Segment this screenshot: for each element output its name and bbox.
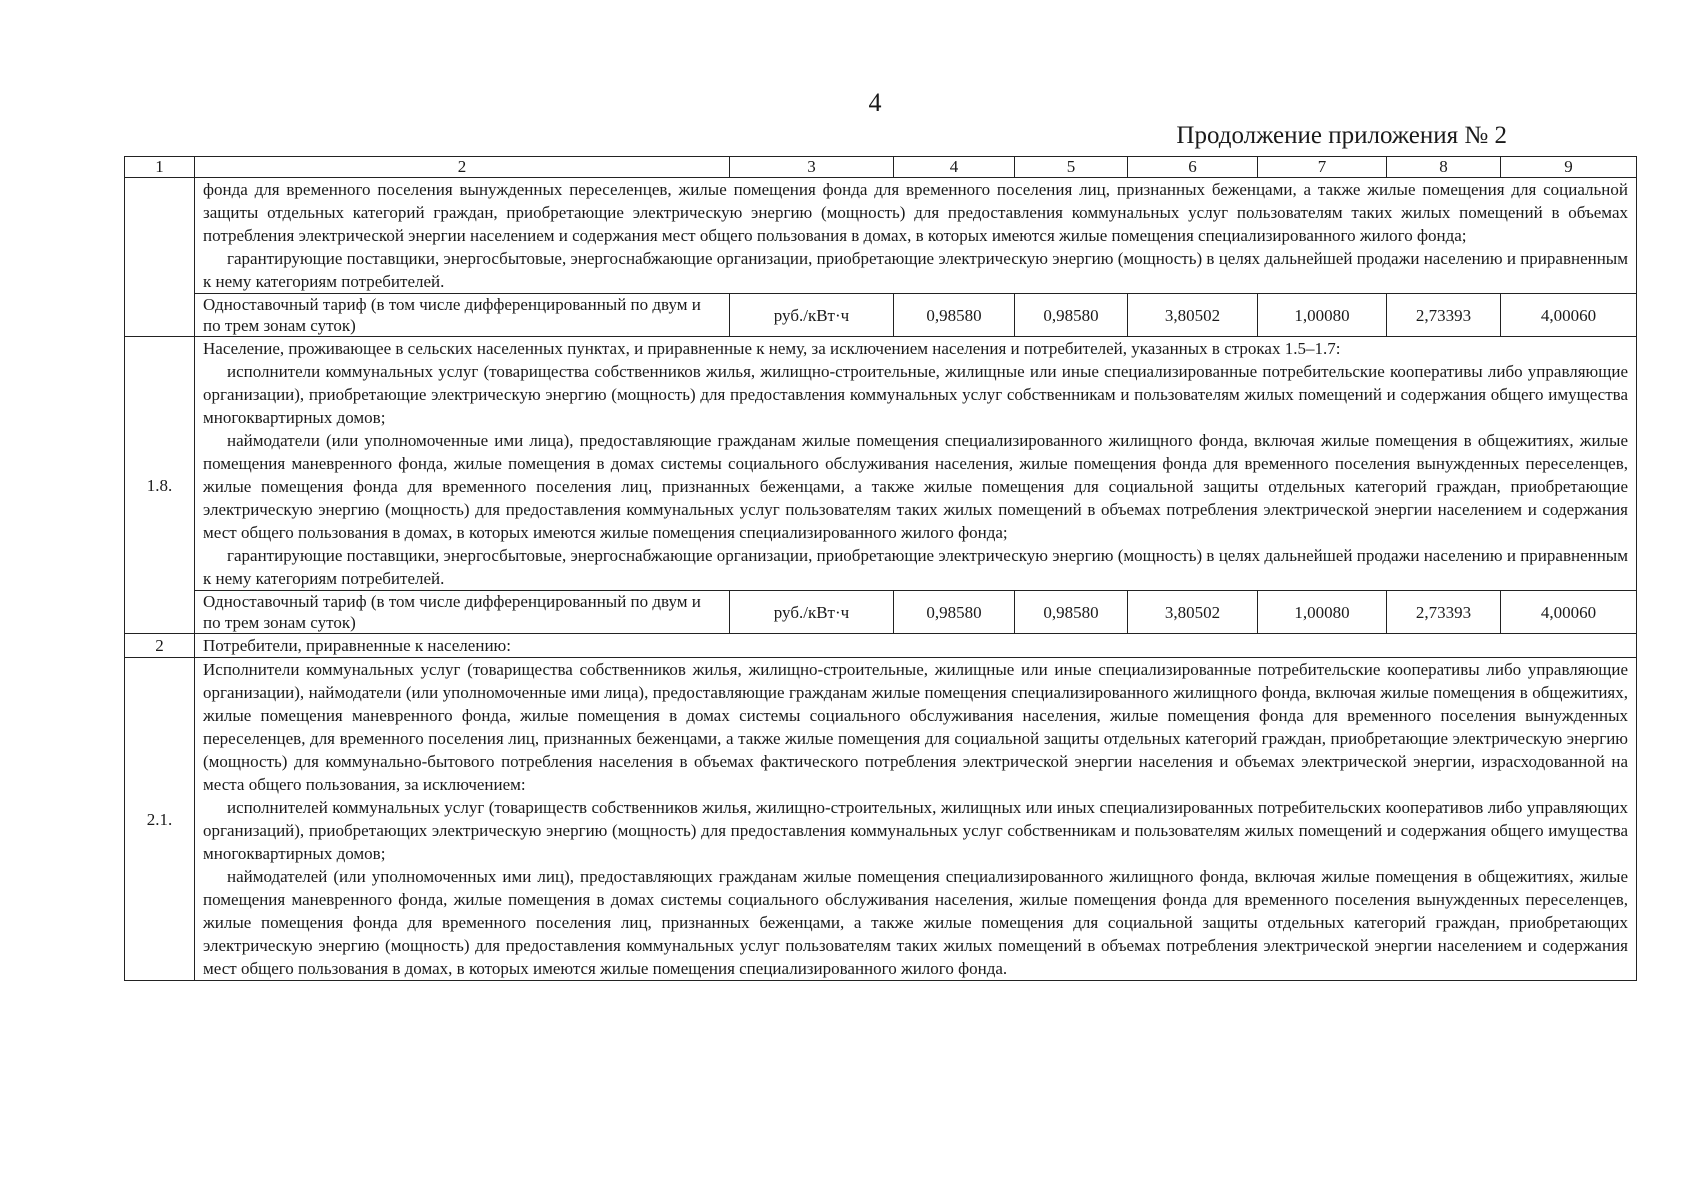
description-paragraph: Население, проживающее в сельских населенных пунктах, и приравненные к нему, за исключением населения и потребителей, указанных в строках 1.5–1.7: — [203, 339, 1341, 358]
page-number: 4 — [868, 88, 882, 117]
table-row — [125, 178, 1637, 294]
header-col-5: 5 — [1015, 157, 1128, 178]
tariff-label: Одноставочный тариф (в том числе дифференцированный по двум и по трем зонам суток) — [195, 591, 730, 634]
row-description — [195, 337, 1637, 591]
row-number: 2.1. — [125, 658, 195, 981]
description-paragraph: исполнителей коммунальных услуг (товариществ собственников жилья, жилищно-строительных, жилищных или иных специализированных потребительских кооперативов либо управляющих организаций), приобретающих электрическую энергию (мощность) для предоставления коммунальных услуг собственникам и пользователям жилых помещений и содержания общего имущества многоквартирных домов; — [203, 798, 1628, 863]
table-row — [125, 658, 1637, 981]
continuation-title: Продолжение приложения № 2 — [1176, 122, 1507, 149]
tariff-value: 4,00060 — [1501, 591, 1637, 634]
tariff-table — [124, 156, 1637, 981]
header-col-1: 1 — [125, 157, 195, 178]
description-paragraph: фонда для временного поселения вынужденных переселенцев, жилые помещения фонда для временного поселения лиц, признанных беженцами, а также жилые помещения для социальной защиты отдельных категорий граждан, приобретающие электрическую энергию (мощность) для предоставления коммунальных услуг пользователям таких жилых помещений в объемах потребления электрической энергии населением и содержания мест общего пользования в домах, в которых имеются жилые помещения специализированного жилого фонда; — [203, 180, 1628, 245]
row-number: 2 — [125, 634, 195, 658]
description-paragraph: гарантирующие поставщики, энергосбытовые, энергоснабжающие организации, приобретающие электрическую энергию (мощность) в целях дальнейшей продажи населению и приравненным к нему категориям потребителей. — [203, 546, 1628, 588]
description-paragraph: наймодатели (или уполномоченные ими лица), предоставляющие гражданам жилые помещения специализированного жилищного фонда, включая жилые помещения в общежитиях, жилые помещения маневренного фонда, жилые помещения в домах системы социального обслуживания населения, жилые помещения фонда для временного поселения вынужденных переселенцев, жилые помещения фонда для временного поселения лиц, признанных беженцами, а также жилые помещения для социальной защиты отдельных категорий граждан, приобретающие электрическую энергию (мощность) для предоставления коммунальных услуг пользователям таких жилых помещений в объемах потребления электрической энергии населением и содержания мест общего пользования в домах, в которых имеются жилые помещения специализированного жилого фонда; — [203, 431, 1628, 542]
tariff-row — [125, 591, 1637, 634]
tariff-value: 0,98580 — [894, 294, 1015, 337]
tariff-value: 4,00060 — [1501, 294, 1637, 337]
row-number: 1.8. — [125, 337, 195, 634]
tariff-unit: руб./кВт·ч — [730, 294, 894, 337]
row-description: Потребители, приравненные к населению: — [195, 634, 1637, 658]
tariff-value: 0,98580 — [1015, 294, 1128, 337]
tariff-value: 2,73393 — [1387, 294, 1501, 337]
header-row — [125, 157, 1637, 178]
row-description — [195, 658, 1637, 981]
tariff-value: 0,98580 — [894, 591, 1015, 634]
tariff-row — [125, 294, 1637, 337]
header-col-4: 4 — [894, 157, 1015, 178]
header-col-2: 2 — [195, 157, 730, 178]
description-paragraph: гарантирующие поставщики, энергосбытовые, энергоснабжающие организации, приобретающие электрическую энергию (мощность) в целях дальнейшей продажи населению и приравненным к нему категориям потребителей. — [203, 249, 1628, 291]
tariff-value: 1,00080 — [1258, 591, 1387, 634]
header-col-6: 6 — [1128, 157, 1258, 178]
tariff-value: 3,80502 — [1128, 591, 1258, 634]
header-col-3: 3 — [730, 157, 894, 178]
tariff-unit: руб./кВт·ч — [730, 591, 894, 634]
tariff-label: Одноставочный тариф (в том числе дифференцированный по двум и по трем зонам суток) — [195, 294, 730, 337]
row-description — [195, 178, 1637, 294]
tariff-value: 0,98580 — [1015, 591, 1128, 634]
tariff-value: 2,73393 — [1387, 591, 1501, 634]
header-col-9: 9 — [1501, 157, 1637, 178]
header-col-7: 7 — [1258, 157, 1387, 178]
header-col-8: 8 — [1387, 157, 1501, 178]
tariff-value: 3,80502 — [1128, 294, 1258, 337]
description-paragraph: Исполнители коммунальных услуг (товарищества собственников жилья, жилищно-строительные, жилищные или иные специализированные потребительские кооперативы либо управляющие организации), наймодатели (или уполномоченные ими лица), предоставляющие гражданам жилые помещения специализированного жилищного фонда, включая жилые помещения в общежитиях, жилые помещения маневренного фонда, жилые помещения в домах системы социального обслуживания населения, жилые помещения фонда для временного поселения вынужденных переселенцев, для временного поселения лиц, признанных беженцами, а также жилые помещения для социальной защиты отдельных категорий граждан, приобретающие электрическую энергию (мощность) для коммунально-бытового потребления населения в объемах фактического потребления электрической энергии населения и объемах электрической энергии, израсходованной на места общего пользования, за исключением: — [203, 660, 1628, 794]
description-paragraph: наймодателей (или уполномоченных ими лиц), предоставляющих гражданам жилые помещения специализированного жилищного фонда, включая жилые помещения в общежитиях, жилые помещения маневренного фонда, жилые помещения в домах системы социального обслуживания населения, жилые помещения фонда для временного поселения вынужденных переселенцев, жилые помещения фонда для временного поселения лиц, признанных беженцами, а также жилые помещения для социальной защиты отдельных категорий граждан, приобретающих электрическую энергию (мощность) для предоставления коммунальных услуг пользователям таких жилых помещений в объемах потребления электрической энергии населением и содержания мест общего пользования в домах, в которых имеются жилые помещения специализированного жилого фонда. — [203, 867, 1628, 978]
tariff-value: 1,00080 — [1258, 294, 1387, 337]
table-row — [125, 337, 1637, 591]
table-row — [125, 634, 1637, 658]
row-number — [125, 178, 195, 337]
description-paragraph: исполнители коммунальных услуг (товарищества собственников жилья, жилищно-строительные, жилищные или иные специализированные потребительские кооперативы либо управляющие организации), приобретающие электрическую энергию (мощность) для предоставления коммунальных услуг собственникам и пользователям жилых помещений и содержания общего имущества многоквартирных домов; — [203, 362, 1628, 427]
